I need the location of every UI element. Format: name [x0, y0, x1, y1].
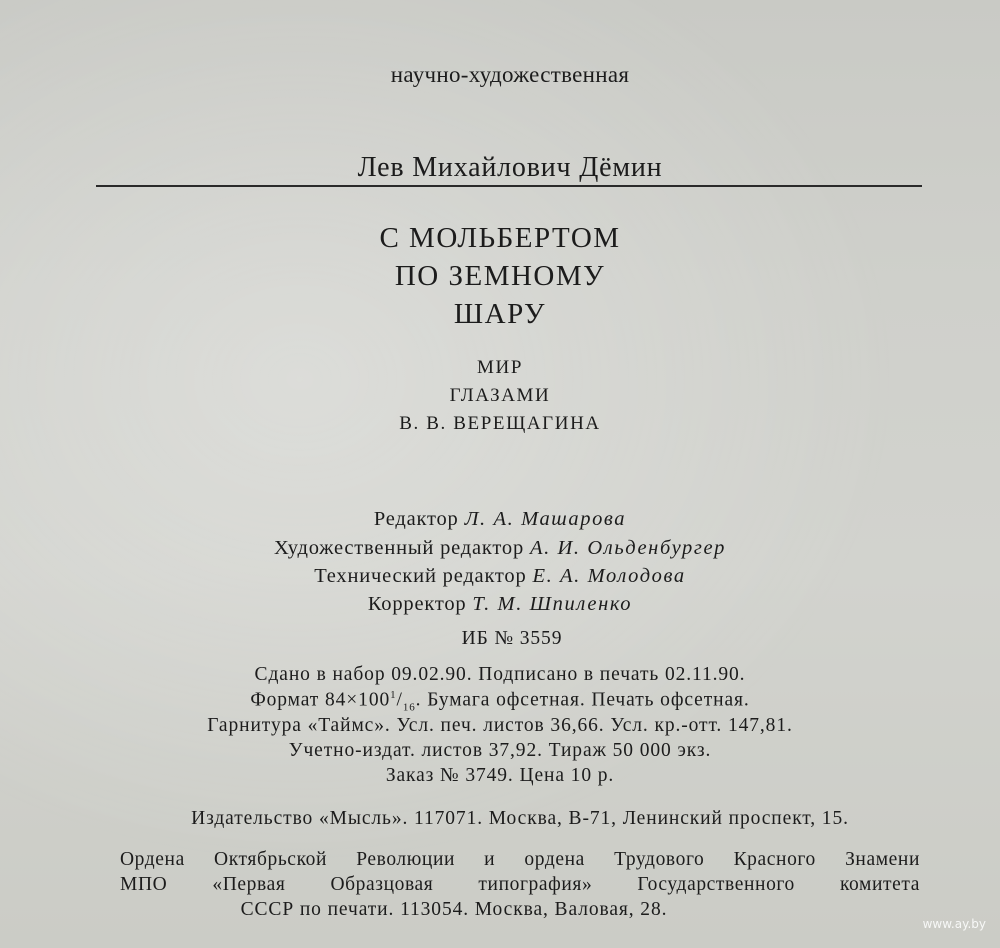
- genre-label: научно-художественная: [390, 62, 630, 87]
- print-info-line-5: Заказ № 3749. Цена 10 р.: [385, 765, 615, 786]
- watermark-text: www.ay.by: [922, 917, 986, 931]
- credit-role: Корректор: [367, 593, 467, 615]
- title-line-1: С МОЛЬБЕРТОМ: [379, 222, 621, 254]
- format-prefix: Формат 84×100: [250, 689, 391, 711]
- credit-proofreader: [0, 593, 1000, 616]
- credit-person: Е. А. Молодова: [532, 565, 686, 587]
- format-sub: 16: [402, 701, 416, 714]
- title-line-3: ШАРУ: [453, 298, 547, 330]
- printer-text: Ордена Октябрьской Революции и ордена Трудового Красного Знамени: [120, 849, 920, 870]
- print-info-line-4: Учетно-издат. листов 37,92. Тираж 50 000 экз.: [288, 740, 712, 761]
- credit-role: Редактор: [373, 508, 459, 530]
- format-sup: 1: [390, 689, 397, 701]
- subtitle-line-2: ГЛАЗАМИ: [449, 385, 551, 406]
- print-info-line-3: Гарнитура «Таймс». Усл. печ. листов 36,66. Усл. кр.-отт. 147,81.: [207, 715, 793, 736]
- credit-role: Технический редактор: [314, 565, 527, 587]
- format-slash: /: [396, 689, 403, 711]
- printer-line-1: [120, 849, 920, 871]
- subtitle-line-3: В. В. ВЕРЕЩАГИНА: [399, 413, 601, 434]
- title-line-2: ПО ЗЕМНОМУ: [394, 260, 606, 292]
- credit-tech-editor: [0, 565, 1000, 588]
- publisher-address: Издательство «Мысль». 117071. Москва, В-71, Ленинский проспект, 15.: [191, 808, 849, 829]
- credit-person: Т. М. Шпиленко: [472, 593, 633, 615]
- print-info-line-1: Сдано в набор 09.02.90. Подписано в печать 02.11.90.: [254, 664, 746, 685]
- author-name: Лев Михайлович Дёмин: [357, 152, 663, 183]
- credit-person: А. И. Ольденбургер: [529, 537, 727, 559]
- title-divider: [96, 185, 922, 187]
- subtitle-line-1: МИР: [477, 357, 523, 378]
- format-suffix: . Бумага офсетная. Печать офсетная.: [415, 689, 750, 711]
- credit-role: Художественный редактор: [273, 537, 525, 559]
- print-info-format: [0, 689, 1000, 713]
- ib-number: ИБ № 3559: [461, 628, 563, 649]
- credit-person: Л. А. Машарова: [464, 508, 627, 530]
- printer-line-2: [120, 874, 920, 896]
- credit-editor: [0, 508, 1000, 531]
- credit-art-editor: [0, 537, 1000, 560]
- printer-line-3: СССР по печати. 113054. Москва, Валовая, 28.: [240, 899, 668, 920]
- printer-text: МПО «Первая Образцовая типография» Государственного комитета: [120, 874, 920, 895]
